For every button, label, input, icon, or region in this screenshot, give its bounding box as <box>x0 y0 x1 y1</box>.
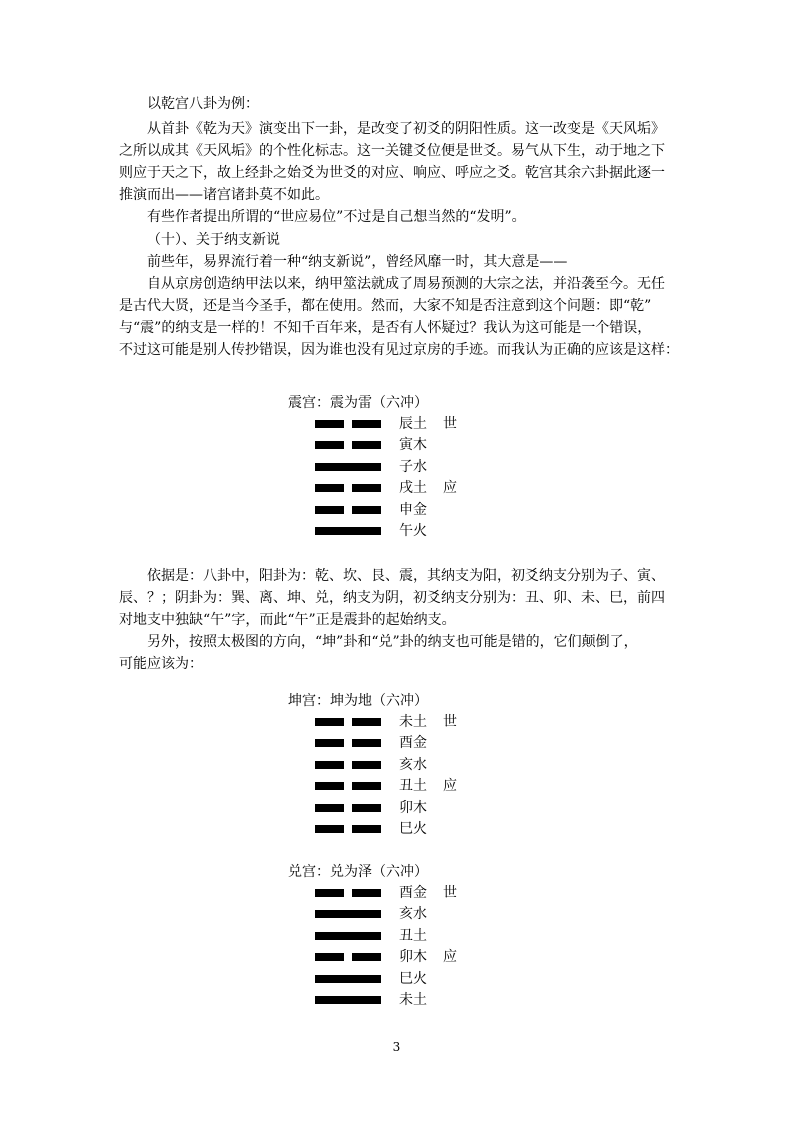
yin-bar-right <box>352 761 381 769</box>
branch-label: 巳火 <box>399 821 427 837</box>
branch-label: 未土 <box>399 714 427 730</box>
branch-label: 卯木 <box>399 799 427 816</box>
section-heading: （十）、关于纳支新说 <box>147 232 280 248</box>
yin-bar-right <box>352 804 381 812</box>
yin-bar-left <box>315 506 344 514</box>
paragraph-line: 从首卦《乾为天》演变出下一卦，是改变了初爻的阴阳性质。这一改变是《天风垢》 <box>147 121 665 137</box>
paragraph-line: 不过这可能是别人传抄错误，因为谁也没有见过京房的手迹。而我认为正确的应该是这样： <box>119 342 679 358</box>
branch-label: 酉金 <box>399 735 427 752</box>
branch-label: 卯木 <box>399 949 427 966</box>
yin-bar-left <box>315 889 344 897</box>
paragraph-line: 与“震”的纳支是一样的！不知千百年来，是否有人怀疑过？我认为这可能是一个错误， <box>119 320 652 336</box>
yin-bar-right <box>352 484 381 492</box>
yin-bar-right <box>352 739 381 747</box>
yin-bar-right <box>352 420 381 428</box>
yao-line <box>315 947 485 967</box>
shi-ying-mark: 世 <box>443 885 457 901</box>
paragraph-line: 推演而出——诸宫诸卦莫不如此。 <box>119 187 329 203</box>
yao-line <box>315 478 485 498</box>
yao-line <box>315 819 485 839</box>
yao-line <box>315 435 485 455</box>
paragraph-line: 之所以成其《天风垢》的个性化标志。这一关键爻位便是世爻。易气从下生，动于地之下 <box>119 143 665 159</box>
yin-bar-right <box>352 889 381 897</box>
yao-line <box>315 883 485 903</box>
shi-ying-mark: 世 <box>443 416 457 432</box>
yin-bar-left <box>315 804 344 812</box>
yin-bar-right <box>352 825 381 833</box>
yin-bar-left <box>315 718 344 726</box>
shi-ying-mark: 应 <box>443 778 457 795</box>
branch-label: 寅木 <box>399 437 427 454</box>
shi-ying-mark: 世 <box>443 714 457 730</box>
branch-label: 戌土 <box>399 480 427 497</box>
paragraph-line: 是古代大贤，还是当今圣手，都在使用。然而，大家不知是否注意到这个问题：即“乾” <box>119 298 652 314</box>
yin-bar-left <box>315 420 344 428</box>
branch-label: 子水 <box>399 458 427 475</box>
yao-line <box>315 712 485 732</box>
yao-line <box>315 969 485 989</box>
yin-bar-right <box>352 782 381 790</box>
yao-line <box>315 755 485 775</box>
branch-label: 亥水 <box>399 906 427 923</box>
yin-bar-left <box>315 761 344 769</box>
hexagram-title: 坤宫：坤为地（六冲） <box>288 693 428 709</box>
yao-line <box>315 414 485 434</box>
yao-line <box>315 904 485 924</box>
yin-bar-left <box>315 953 344 961</box>
yang-bar <box>315 463 381 471</box>
yin-bar-left <box>315 825 344 833</box>
paragraph-intro: 以乾宫八卦为例： <box>147 96 259 112</box>
branch-label: 巳火 <box>399 970 427 987</box>
branch-label: 申金 <box>399 501 427 518</box>
yin-bar-left <box>315 484 344 492</box>
paragraph-line: 可能应该为： <box>119 656 203 672</box>
page-number: 3 <box>392 1040 401 1054</box>
yin-bar-right <box>352 953 381 961</box>
branch-label: 午火 <box>399 523 427 539</box>
yin-bar-left <box>315 739 344 747</box>
paragraph-line: 前些年，易界流行着一种“纳支新说”，曾经风靡一时，其大意是—— <box>147 254 568 270</box>
branch-label: 丑土 <box>399 778 427 795</box>
yao-line <box>315 500 485 520</box>
paragraph-line: 则应于天之下，故上经卦之始爻为世爻的对应、响应、呼应之爻。乾宫其余六卦据此逐一 <box>119 165 665 181</box>
yao-line <box>315 798 485 818</box>
branch-label: 未土 <box>399 992 427 1008</box>
yao-line <box>315 926 485 946</box>
yin-bar-right <box>352 718 381 726</box>
yao-line <box>315 521 485 541</box>
yin-bar-right <box>352 506 381 514</box>
paragraph-line: 辰、？；阴卦为：巽、离、坤、兑，纳支为阴，初爻纳支分别为：丑、卯、未、巳，前四 <box>119 590 665 606</box>
hexagram-title: 兑宫：兑为泽（六冲） <box>288 864 428 880</box>
yao-line <box>315 733 485 753</box>
branch-label: 酉金 <box>399 885 427 901</box>
paragraph-line: 对地支中独缺“午”字，而此“午”正是震卦的起始纳支。 <box>119 612 456 628</box>
yang-bar <box>315 975 381 983</box>
paragraph-line: 另外，按照太极图的方向，“坤”卦和“兑”卦的纳支也可能是错的，它们颠倒了， <box>147 634 638 650</box>
shi-ying-mark: 应 <box>443 480 457 497</box>
yang-bar <box>315 996 381 1004</box>
yao-line <box>315 457 485 477</box>
yin-bar-left <box>315 441 344 449</box>
paragraph-line: 自从京房创造纳甲法以来，纳甲筮法就成了周易预测的大宗之法，并沿袭至今。无任 <box>147 276 665 292</box>
yang-bar <box>315 910 381 918</box>
yao-line <box>315 776 485 796</box>
yao-line <box>315 990 485 1010</box>
shi-ying-mark: 应 <box>443 949 457 966</box>
yin-bar-left <box>315 782 344 790</box>
branch-label: 亥水 <box>399 756 427 773</box>
branch-label: 丑土 <box>399 927 427 944</box>
yin-bar-right <box>352 441 381 449</box>
hexagram-title: 震宫：震为雷（六冲） <box>288 395 428 411</box>
yang-bar <box>315 527 381 535</box>
yang-bar <box>315 932 381 940</box>
branch-label: 辰土 <box>399 416 427 432</box>
paragraph-line: 有些作者提出所谓的“世应易位”不过是自己想当然的“发明”。 <box>147 209 526 225</box>
paragraph-line: 依据是：八卦中，阳卦为：乾、坎、艮、震，其纳支为阳，初爻纳支分别为子、寅、 <box>147 568 665 584</box>
